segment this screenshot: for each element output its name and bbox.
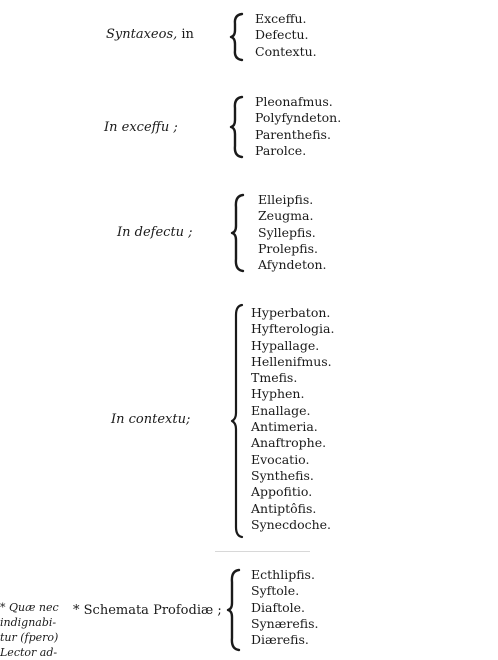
brace-prosodiae	[226, 568, 244, 652]
brace-contextu	[230, 303, 246, 539]
margin-note	[0, 600, 59, 660]
list-item: Parenthefis.	[255, 126, 331, 142]
list-item: Syftole.	[251, 583, 300, 599]
list-item: Pleonafmus.	[255, 94, 333, 109]
margin-note-line: Lector ad-	[0, 646, 58, 659]
list-item: Hyperbaton.	[251, 305, 331, 320]
list-item: Hyphen.	[251, 386, 305, 402]
list-defectu	[258, 192, 327, 273]
brace-excessu	[229, 95, 247, 159]
in-excessu-label: In exceffu ;	[104, 120, 178, 135]
list-item: Synecdoche.	[251, 516, 332, 532]
faint-divider	[215, 551, 310, 552]
syntaxeos-in: in	[177, 27, 194, 42]
list-prosodiae	[251, 567, 319, 648]
list-item: Diaftole.	[251, 599, 306, 615]
list-item: Syllepfis.	[258, 224, 316, 240]
brace-syntaxeos	[229, 12, 247, 62]
list-item: Parolce.	[255, 142, 307, 158]
list-item: Anaftrophe.	[251, 435, 327, 451]
list-item: Elleipfis.	[258, 192, 314, 207]
list-item: Defectu.	[255, 27, 309, 43]
list-item: Tmefis.	[251, 370, 298, 386]
list-item: Contextu.	[255, 43, 317, 59]
list-item: Prolepfis.	[258, 240, 319, 256]
schemata-prosodiae-label: * Schemata Profodiæ ;	[73, 603, 222, 618]
list-item: Exceffu.	[255, 11, 307, 26]
list-item: Hypallage.	[251, 337, 320, 353]
list-syntaxeos	[255, 11, 317, 60]
syntaxeos-label	[106, 27, 194, 42]
brace-defectu	[230, 193, 248, 273]
list-excessu	[255, 94, 341, 159]
list-item: Diærefis.	[251, 632, 309, 648]
in-contextu-label: In contextu;	[111, 412, 191, 427]
list-item: Appofitio.	[251, 484, 313, 500]
in-defectu-label: In defectu ;	[117, 225, 193, 240]
list-item: Antimeria.	[251, 419, 318, 435]
list-item: Hyfterologia.	[251, 321, 335, 337]
list-item: Enallage.	[251, 402, 311, 418]
list-item: Polyfyndeton.	[255, 110, 342, 126]
margin-note-line: * Quæ nec	[0, 601, 59, 614]
list-item: Evocatio.	[251, 451, 310, 467]
list-contextu	[251, 305, 334, 533]
list-item: Zeugma.	[258, 208, 314, 224]
margin-note-line: indignabi-	[0, 616, 57, 629]
list-item: Antiptôfis.	[251, 500, 317, 516]
margin-note-line: tur (fpero)	[0, 631, 59, 644]
list-item: Ecthlipfis.	[251, 567, 315, 582]
list-item: Synærefis.	[251, 615, 319, 631]
list-item: Afyndeton.	[258, 257, 327, 273]
list-item: Synthefis.	[251, 467, 314, 483]
syntaxeos-word: Syntaxeos,	[106, 27, 178, 42]
list-item: Hellenifmus.	[251, 353, 332, 369]
